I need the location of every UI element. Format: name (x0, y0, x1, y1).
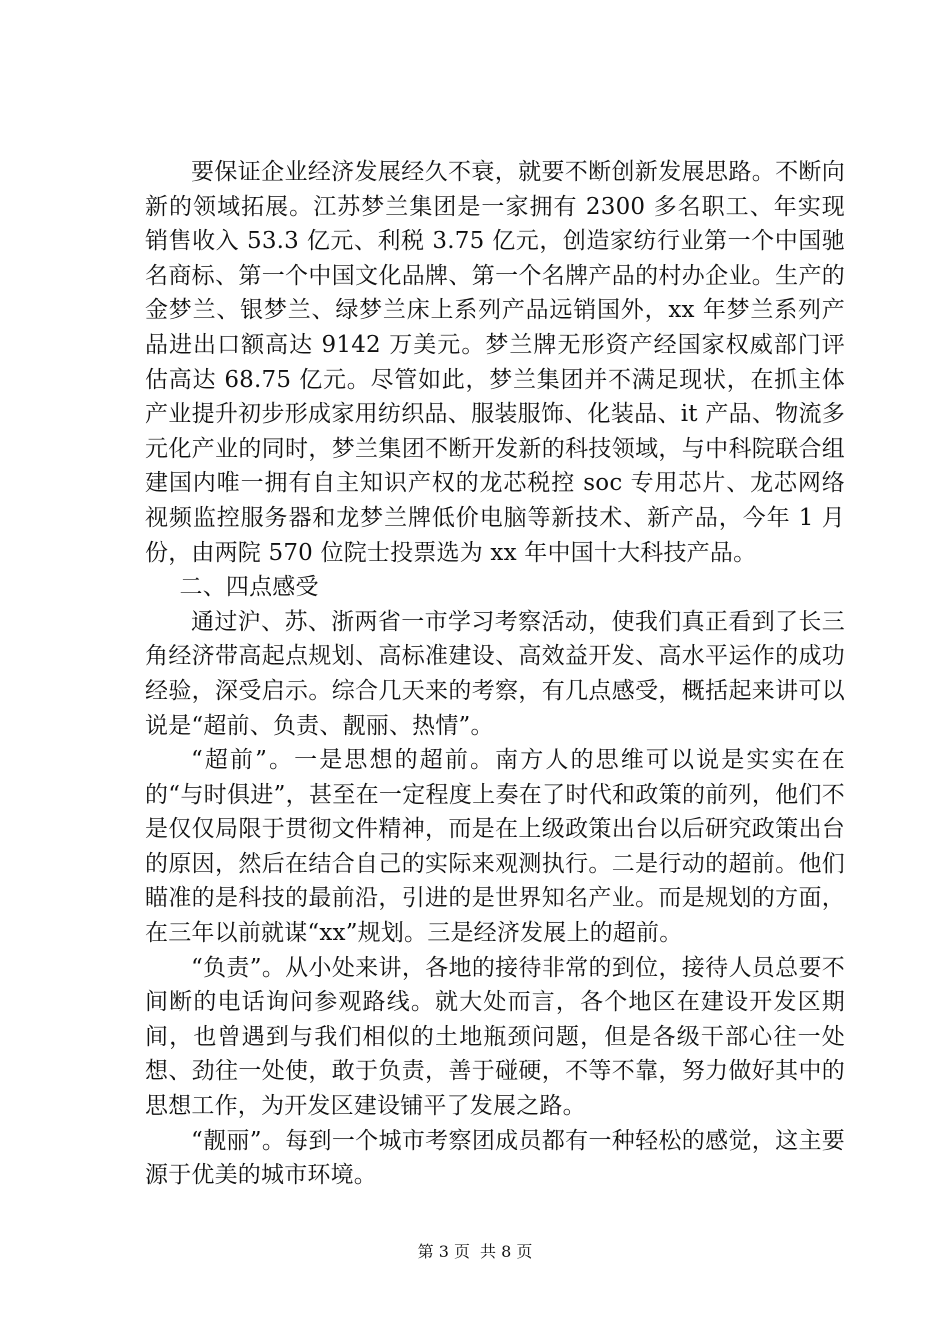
section-heading-four-impressions: 二、四点感受 (179, 574, 319, 601)
paragraph-beautiful-city: “靓丽”。每到一个城市考察团成员都有一种轻松的感觉，这主要源于优美的城市环境。 (145, 1127, 845, 1189)
page-number: 第 3 页 (417, 1242, 470, 1261)
page-total: 共 8 页 (480, 1242, 533, 1261)
document-body (145, 155, 845, 1193)
paragraph-study-tour-summary: 通过沪、苏、浙两省一市学习考察活动，使我们真正看到了长三角经济带高起点规划、高标准建设、高效益开发、高水平运作的成功经验，深受启示。综合几天来的考察，有几点感受，概括起来讲可以说是“超前、负责、靓丽、热情”。 (145, 608, 845, 739)
paragraph-enterprise-innovation: 要保证企业经济发展经久不衰，就要不断创新发展思路。不断向新的领域拓展。江苏梦兰集团是一家拥有 2300 多名职工、年实现销售收入 53.3 亿元、利税 3.75 亿元，创造家纺行业第一个中国驰名商标、第一个中国文化品牌、第一个名牌产品的村办企业。生产的金梦兰、银梦兰、绿梦兰床上系列产品远销国外，xx 年梦兰系列产品进出口额高达 9142 万美元。梦兰牌无形资产经国家权威部门评估高达 68.75 亿元。尽管如此，梦兰集团并不满足现状，在抓主体产业提升初步形成家用纺织品、服装服饰、化装品、it 产品、物流多元化产业的同时，梦兰集团不断开发新的科技领域，与中科院联合组建国内唯一拥有自主知识产权的龙芯税控 soc 专用芯片、龙芯网络视频监控服务器和龙梦兰牌低价电脑等新技术、新产品，今年 1 月份，由两院 570 位院士投票选为 xx 年中国十大科技产品。 (145, 159, 845, 566)
page-footer (0, 1242, 950, 1262)
paragraph-responsibility: “负责”。从小处来讲，各地的接待非常的到位，接待人员总要不间断的电话询问参观路线。就大处而言，各个地区在建设开发区期间，也曾遇到与我们相似的土地瓶颈问题，但是各级干部心往一处想、劲往一处使，敢于负责，善于碰硬，不等不靠，努力做好其中的思想工作，为开发区建设铺平了发展之路。 (145, 954, 845, 1120)
paragraph-ahead-of-time: “超前”。一是思想的超前。南方人的思维可以说是实实在在的“与时俱进”，甚至在一定程度上奏在了时代和政策的前列，他们不是仅仅局限于贯彻文件精神，而是在上级政策出台以后研究政策出台的原因，然后在结合自己的实际来观测执行。二是行动的超前。他们瞄准的是科技的最前沿，引进的是世界知名产业。而是规划的方面，在三年以前就谋“xx”规划。三是经济发展上的超前。 (145, 747, 845, 947)
